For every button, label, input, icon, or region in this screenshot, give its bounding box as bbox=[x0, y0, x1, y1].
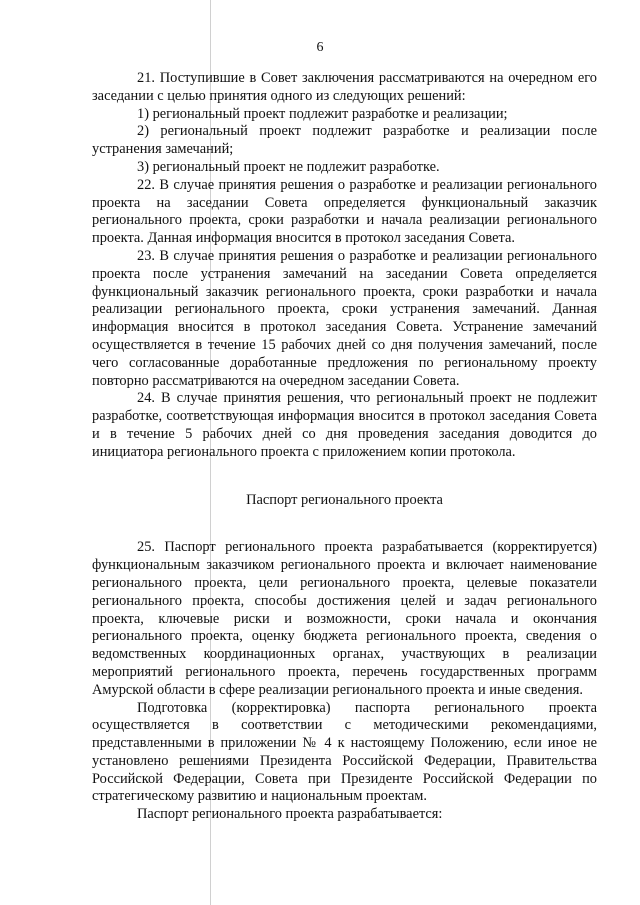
document-body bbox=[92, 70, 597, 824]
paragraph-preparation: Подготовка (корректировка) паспорта регионального проекта осуществляется в соответствии с методическими рекомендациями, представленными в приложении № 4 к настоящему Положению, если иное не установлено решениями Президента Российской Федерации, Правительства Российской Федерации, Совета при Президенте Российской Федерации по стратегическому развитию и национальным проектам. bbox=[92, 699, 597, 805]
paragraph-23: 23. В случае принятия решения о разработке и реализации регионального проекта после устранения замечаний на заседании Совета определяется функциональный заказчик регионального проекта, сроки разработки и начала реализации регионального проекта, сроки устранения замечаний. Данная информация вносится в протокол заседания Совета. Устранение замечаний осуществляется в течение 15 рабочих дней со дня получения замечаний, после чего согласованные доработанные предложения по региональному проекту повторно рассматриваются на очередном заседании Совета. bbox=[92, 247, 597, 389]
list-item-3: 3) региональный проект не подлежит разработке. bbox=[137, 158, 440, 175]
page-number: 6 bbox=[316, 40, 324, 55]
list-item-1: 1) региональный проект подлежит разработке и реализации; bbox=[137, 105, 508, 122]
paragraph-22: 22. В случае принятия решения о разработке и реализации регионального проекта на заседании Совета определяется функциональный заказчик регионального проекта, сроки разработки и начала реализации регионального проекта. Данная информация вносится в протокол заседания Совета. bbox=[92, 176, 597, 247]
paragraph-25: 25. Паспорт регионального проекта разрабатывается (корректируется) функциональным заказчиком регионального проекта и включает наименование регионального проекта, цели регионального проекта, целевые показатели регионального проекта, способы достижения целей и задач регионального проекта, ключевые риски и возможности, сроки начала и окончания регионального проекта, оценку бюджета регионального проекта, сведения о ведомственных координационных органах, участвующих в реализации мероприятий регионального проекта, перечень государственных программ Амурской области в сфере реализации регионального проекта и иные сведения. bbox=[92, 539, 597, 698]
paragraph-24: 24. В случае принятия решения, что региональный проект не подлежит разработке, соответствующая информация вносится в протокол заседания Совета и в течение 5 рабочих дней со дня проведения заседания доводится до инициатора регионального проекта с приложением копии протокола. bbox=[92, 390, 597, 460]
paragraph-21: 21. Поступившие в Совет заключения рассматриваются на очередном его заседании с целью принятия одного из следующих решений: bbox=[92, 70, 597, 104]
list-item-2: 2) региональный проект подлежит разработке и реализации после устранения замечаний; bbox=[92, 123, 597, 158]
paragraph-passport-developed: Паспорт регионального проекта разрабатывается: bbox=[137, 806, 443, 823]
section-heading: Паспорт регионального проекта bbox=[246, 491, 443, 508]
